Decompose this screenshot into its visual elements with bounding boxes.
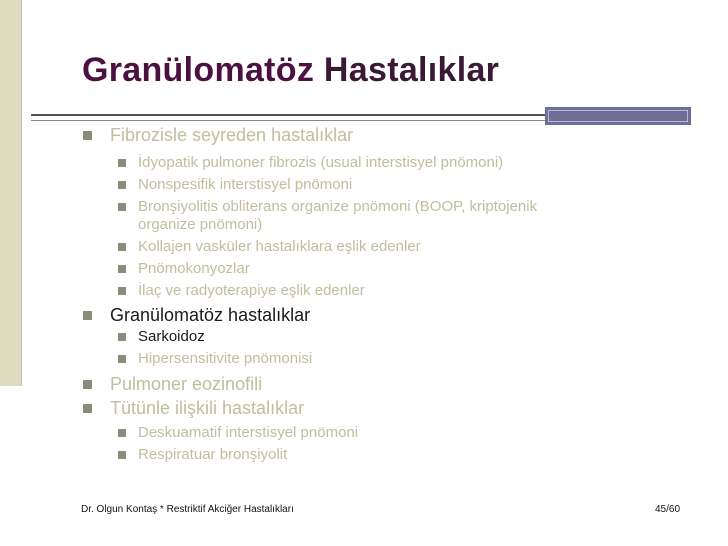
bullet-text: Tütünle ilişkili hastalıklar	[110, 398, 305, 418]
square-bullet-icon	[83, 380, 92, 389]
footer-page-number: 45/60	[655, 504, 681, 515]
bullet-text: Granülomatöz hastalıklar	[110, 305, 311, 325]
square-bullet-icon	[83, 311, 92, 320]
sub-bullet-text: Sarkoidoz	[138, 328, 205, 345]
square-bullet-icon	[83, 404, 92, 413]
slide-title-part2: Hastalıklar	[323, 51, 500, 89]
sub-bullet-text: Respiratuar bronşiyolit	[138, 446, 288, 463]
slide-title-part1: Granülomatöz	[82, 51, 315, 89]
footer-author: Dr. Olgun Kontaş * Restriktif Akciğer Hastalıkları	[81, 504, 294, 515]
square-bullet-icon	[118, 333, 126, 341]
square-bullet-icon	[118, 429, 126, 437]
square-bullet-icon	[118, 287, 126, 295]
sub-bullet-text: İdyopatik pulmoner fibrozis (usual interstisyel pnömoni)	[138, 154, 504, 171]
bullet-text: Pulmoner eozinofili	[110, 374, 263, 394]
square-bullet-icon	[118, 243, 126, 251]
sub-bullet-text: Kollajen vasküler hastalıklara eşlik edenler	[138, 238, 421, 255]
square-bullet-icon	[83, 131, 92, 140]
bullet-text: Fibrozisle seyreden hastalıklar	[110, 125, 354, 145]
square-bullet-icon	[118, 203, 126, 211]
sub-bullet-text: Nonspesifik interstisyel pnömoni	[138, 176, 353, 193]
square-bullet-icon	[118, 181, 126, 189]
square-bullet-icon	[118, 451, 126, 459]
sub-bullet-text: İlaç ve radyoterapiye eşlik edenler	[138, 282, 365, 299]
sub-bullet-text: Deskuamatif interstisyel pnömoni	[138, 424, 359, 441]
sub-bullet-text: organize pnömoni)	[138, 216, 263, 233]
sub-bullet-text: Bronşiyolitis obliterans organize pnömoni (BOOP, kriptojenik	[138, 198, 538, 215]
sub-bullet-text: Pnömokonyozlar	[138, 260, 250, 277]
square-bullet-icon	[118, 159, 126, 167]
square-bullet-icon	[118, 265, 126, 273]
sub-bullet-text: Hipersensitivite pnömonisi	[138, 350, 313, 367]
square-bullet-icon	[118, 355, 126, 363]
